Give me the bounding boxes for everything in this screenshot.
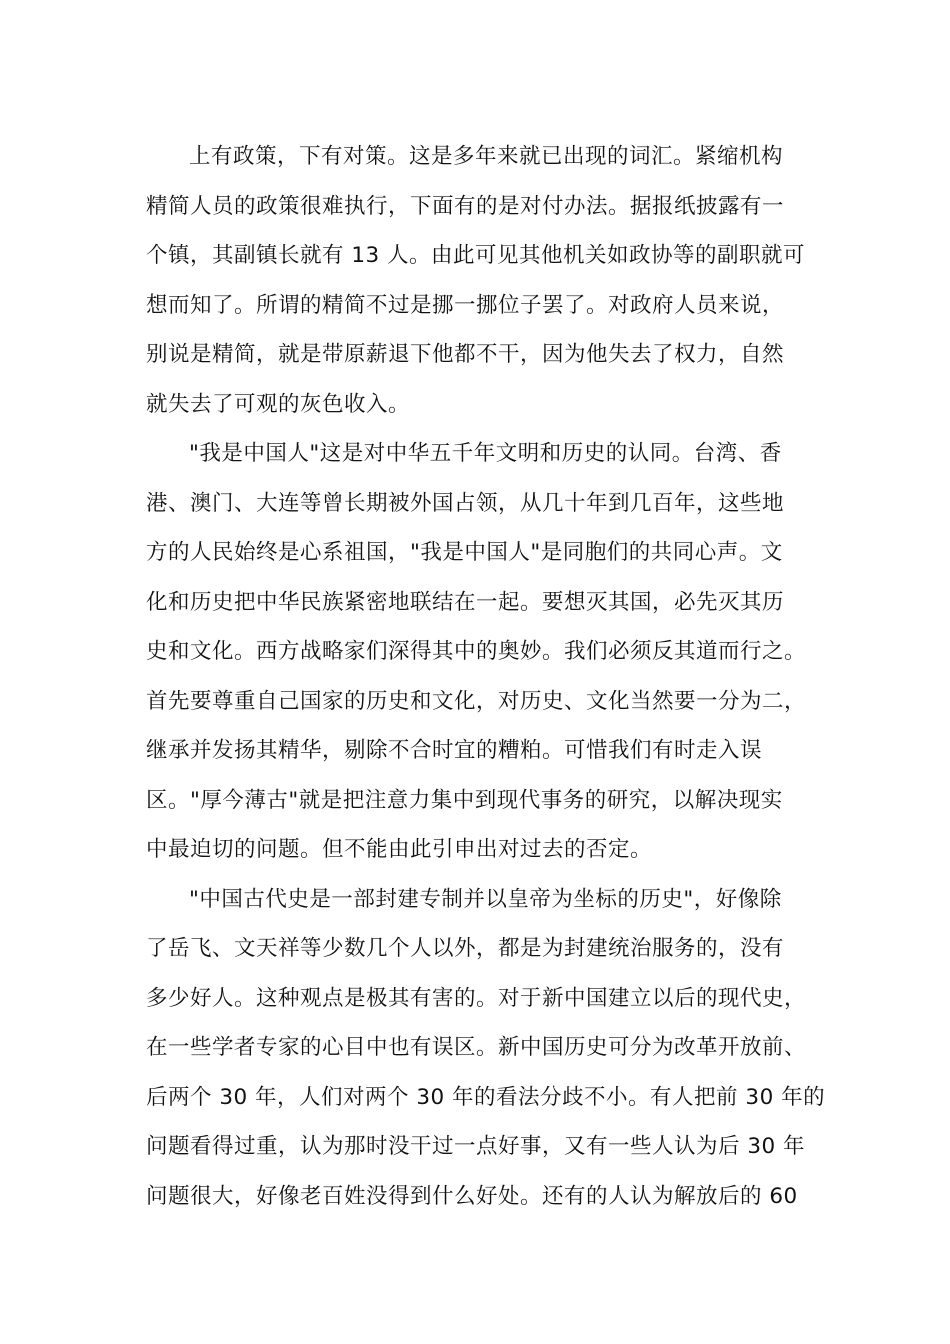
- paragraph-3-line-7: 问题很大，好像老百姓没得到什么好处。还有的人认为解放后的 60: [146, 1183, 798, 1209]
- paragraph-1-line-4: 想而知了。所谓的精简不过是挪一挪位子罢了。对政府人员来说，: [146, 292, 785, 318]
- paragraph-2-line-5: 史和文化。西方战略家们深得其中的奥妙。我们必须反其道而行之。: [146, 639, 807, 664]
- paragraph-2-line-7: 继承并发扬其精华，剔除不合时宜的糟粕。可惜我们有时走入误: [146, 738, 763, 763]
- paragraph-2-line-6: 首先要尊重自己国家的历史和文化，对历史、文化当然要一分为二，: [146, 688, 807, 714]
- paragraph-2-line-9: 中最迫切的问题。但不能由此引申出对过去的否定。: [146, 837, 653, 862]
- paragraph-1-line-5: 别说是精简，就是带原薪退下他都不干，因为他失去了权力，自然: [146, 342, 785, 367]
- paragraph-3-line-3: 多少好人。这种观点是极其有害的。对于新中国建立以后的现代史，: [146, 985, 807, 1011]
- document-body: [146, 132, 836, 1221]
- paragraph-3-line-4: 在一些学者专家的心目中也有误区。新中国历史可分为改革开放前、: [146, 1035, 807, 1060]
- paragraph-3-line-2: 了岳飞、文天祥等少数几个人以外，都是为封建统治服务的，没有: [146, 936, 785, 961]
- paragraph-3-line-1: "中国古代史是一部封建专制并以皇帝为坐标的历史"，好像除: [189, 886, 782, 912]
- paragraph-2-line-4: 化和历史把中华民族紧密地联结在一起。要想灭其国，必先灭其历: [146, 589, 785, 615]
- paragraph-1-line-2: 精简人员的政策很难执行，下面有的是对付办法。据报纸披露有一: [146, 193, 785, 219]
- paragraph-1-line-1: 上有政策，下有对策。这是多年来就已出现的词汇。紧缩机构: [189, 144, 784, 169]
- paragraph-1-line-6: 就失去了可观的灰色收入。: [146, 391, 411, 417]
- paragraph-1-line-3: 个镇，其副镇长就有 13 人。由此可见其他机关如政协等的副职就可: [146, 243, 806, 268]
- paragraph-2-line-3: 方的人民始终是心系祖国，"我是中国人"是同胞们的共同心声。文: [146, 540, 783, 565]
- paragraph-3-line-6: 问题看得过重，认为那时没干过一点好事，又有一些人认为后 30 年: [146, 1134, 806, 1159]
- paragraph-2-line-1: "我是中国人"这是对中华五千年文明和历史的认同。台湾、香: [189, 441, 782, 466]
- paragraph-3-line-5: 后两个 30 年，人们对两个 30 年的看法分歧不小。有人把前 30 年的: [146, 1084, 826, 1110]
- paragraph-2-line-2: 港、澳门、大连等曾长期被外国占领，从几十年到几百年，这些地: [146, 490, 785, 516]
- paragraph-2-line-8: 区。"厚今薄古"就是把注意力集中到现代事务的研究，以解决现实: [146, 787, 783, 813]
